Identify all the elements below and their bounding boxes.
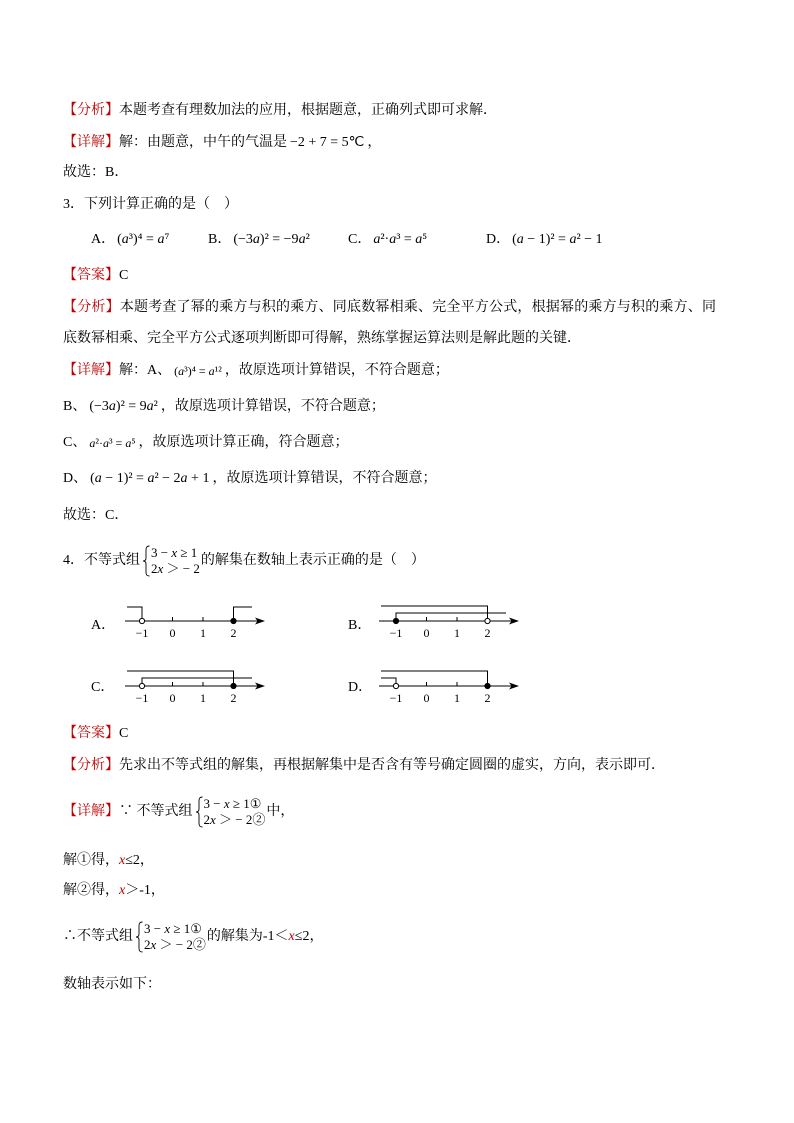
system-rows xyxy=(204,796,266,828)
inequality-1: 3 − x ≥ 1① xyxy=(144,921,202,936)
detail-prefix: C、 xyxy=(63,435,87,450)
open-point xyxy=(485,618,490,623)
tick-label: 1 xyxy=(454,691,460,705)
q2-choice xyxy=(63,163,128,183)
tick-label: 1 xyxy=(200,691,206,705)
solve-result: x≤2 xyxy=(119,853,140,868)
q3-options xyxy=(63,230,723,250)
q3-detail-d xyxy=(63,469,436,489)
q3-option-b xyxy=(208,230,310,250)
option-formula: (a³)⁴ = a⁷ xyxy=(117,232,170,247)
solve-result: x＞-1 xyxy=(119,883,151,898)
filled-point xyxy=(485,683,490,688)
q4-solve-2 xyxy=(63,881,165,901)
analysis-tag: 【分析】 xyxy=(63,300,120,315)
inequality-2: 2x ＞ − 2② xyxy=(203,812,266,827)
detail-prefix: ∵ 不等式组 xyxy=(119,804,193,819)
option-formula: (−3a)² = −9a² xyxy=(233,232,310,247)
tick-label: 1 xyxy=(200,626,206,640)
q4-option-c-number-line xyxy=(118,663,268,708)
solve-prefix: 解②得， xyxy=(63,883,119,898)
q4-detail xyxy=(63,795,294,829)
filled-point xyxy=(231,618,236,623)
detail-prefix: 解：A、 xyxy=(119,363,172,378)
answer-value: C xyxy=(119,726,129,741)
q3-analysis-line2 xyxy=(63,329,581,349)
analysis-tag: 【分析】 xyxy=(63,103,119,118)
detail-tag: 【详解】 xyxy=(63,135,119,150)
q4-option-b-label: B． xyxy=(348,618,372,633)
q4-option-a-label: A． xyxy=(91,618,116,633)
conclusion-end: ， xyxy=(309,929,324,944)
tick-label: 2 xyxy=(230,626,237,640)
analysis-text: 本题考查有理数加法的应用，根据题意，正确列式即可求解． xyxy=(119,103,497,118)
option-formula: (a − 1)² = a² − 1 xyxy=(512,232,603,247)
filled-point xyxy=(231,683,236,688)
tick-label: 0 xyxy=(423,626,430,640)
option-label: D． xyxy=(486,232,511,247)
analysis-text: 先求出不等式组的解集，再根据解集中是否含有等号确定圆圈的虚实，方向，表示即可． xyxy=(119,758,665,773)
analysis-tag: 【分析】 xyxy=(63,758,119,773)
q4-solve-1 xyxy=(63,851,154,871)
inequality-system xyxy=(195,796,266,828)
q3-detail-c xyxy=(63,433,349,453)
q3-answer xyxy=(63,266,128,286)
inequality-system xyxy=(135,921,206,953)
detail-tag: 【详解】 xyxy=(63,363,119,378)
tick-label: 1 xyxy=(454,626,460,640)
detail-suffix: 中， xyxy=(266,804,295,819)
tick-label: 2 xyxy=(484,691,491,705)
detail-formula: (a³)⁴ = a¹² xyxy=(174,364,222,378)
system-rows xyxy=(144,921,206,953)
q4-stem xyxy=(63,544,425,578)
filled-point xyxy=(393,618,398,623)
open-point xyxy=(139,618,144,623)
detail-end: ， xyxy=(367,135,382,150)
tick-label: −1 xyxy=(135,626,149,640)
system-rows xyxy=(151,545,200,577)
answer-tag: 【答案】 xyxy=(63,268,119,283)
choice-text: 故选：B． xyxy=(63,165,129,180)
q3-option-a xyxy=(91,230,169,250)
solution-ray xyxy=(234,607,253,621)
tick-label: −1 xyxy=(389,626,403,640)
option-label: B． xyxy=(208,232,232,247)
tick-label: −1 xyxy=(389,691,403,705)
detail-text: 解：由题意，中午的气温是 xyxy=(119,135,287,150)
intro-text: 数轴表示如下： xyxy=(63,977,161,992)
choice-text: 故选：C． xyxy=(63,508,129,523)
q2-analysis xyxy=(63,101,497,121)
tick-label: 0 xyxy=(423,691,430,705)
q4-numberline-intro xyxy=(63,975,161,995)
question-stem: 3．下列计算正确的是（ ） xyxy=(63,197,238,212)
q4-option-b-number-line xyxy=(372,598,522,643)
q3-detail-a xyxy=(63,361,449,381)
q3-choice xyxy=(63,506,128,526)
detail-prefix: D、 xyxy=(63,471,88,486)
answer-tag: 【答案】 xyxy=(63,726,119,741)
inequality-2: 2x ＞ − 2 xyxy=(151,561,200,576)
analysis-text: 底数幂相乘、完全平方公式逐项判断即可得解，熟练掌握运算法则是解此题的关键． xyxy=(63,331,581,346)
left-brace-icon xyxy=(135,921,143,953)
conclusion-mid: 的解集为 xyxy=(206,929,263,944)
tick-label: 2 xyxy=(230,691,237,705)
option-label: C． xyxy=(348,232,372,247)
answer-value: C xyxy=(119,268,129,283)
question-stem-prefix: 4．不等式组 xyxy=(63,553,140,568)
detail-formula: a²·a³ = a⁵ xyxy=(89,436,136,450)
q4-analysis xyxy=(63,756,665,776)
solution-set: -1＜x≤2 xyxy=(262,929,310,944)
solve-end: ， xyxy=(139,853,154,868)
detail-suffix: ，故原选项计算错误，不符合题意； xyxy=(224,363,449,378)
detail-formula: (a − 1)² = a² − 2a + 1 xyxy=(90,471,210,486)
open-point xyxy=(393,683,398,688)
q4-option-c-label: C． xyxy=(91,680,115,695)
left-brace-icon xyxy=(195,796,203,828)
question-stem-suffix: 的解集在数轴上表示正确的是（ ） xyxy=(200,553,425,568)
option-label: A． xyxy=(91,232,116,247)
q4-option-a-number-line xyxy=(118,598,268,643)
detail-tag: 【详解】 xyxy=(63,804,119,819)
detail-suffix: ，故原选项计算错误，不符合题意； xyxy=(212,471,437,486)
solve-prefix: 解①得， xyxy=(63,853,119,868)
q2-detail xyxy=(63,133,381,153)
q4-option-d-number-line xyxy=(372,663,522,708)
left-brace-icon xyxy=(142,545,150,577)
detail-formula: −2 + 7 = 5℃ xyxy=(290,135,365,150)
inequality-2: 2x ＞ − 2② xyxy=(144,937,206,952)
tick-label: 2 xyxy=(484,626,491,640)
q3-option-c xyxy=(348,230,427,250)
detail-suffix: ，故原选项计算错误，不符合题意； xyxy=(160,399,385,414)
inequality-1: 3 − x ≥ 1 xyxy=(151,545,198,560)
inequality-1: 3 − x ≥ 1① xyxy=(203,796,262,811)
q4-option-d-label: D． xyxy=(348,680,373,695)
tick-label: 0 xyxy=(169,691,176,705)
tick-label: −1 xyxy=(135,691,149,705)
solve-end: ， xyxy=(150,883,165,898)
q3-detail-b xyxy=(63,397,385,417)
option-formula: a²·a³ = a⁵ xyxy=(373,232,428,247)
open-point xyxy=(139,683,144,688)
conclusion-prefix: ∴不等式组 xyxy=(63,929,133,944)
tick-label: 0 xyxy=(169,626,176,640)
inequality-system xyxy=(142,545,200,577)
q4-answer xyxy=(63,724,128,744)
detail-suffix: ，故原选项计算正确，符合题意； xyxy=(138,435,349,450)
q4-conclusion xyxy=(63,920,323,954)
q3-option-d xyxy=(486,230,603,250)
q3-analysis-line1 xyxy=(63,298,716,318)
analysis-text: 本题考查了幂的乘方与积的乘方、同底数幂相乘、完全平方公式，根据幂的乘方与积的乘方、同 xyxy=(119,300,717,315)
detail-formula: (−3a)² = 9a² xyxy=(89,399,158,414)
q3-stem xyxy=(63,195,238,215)
detail-prefix: B、 xyxy=(63,399,87,414)
